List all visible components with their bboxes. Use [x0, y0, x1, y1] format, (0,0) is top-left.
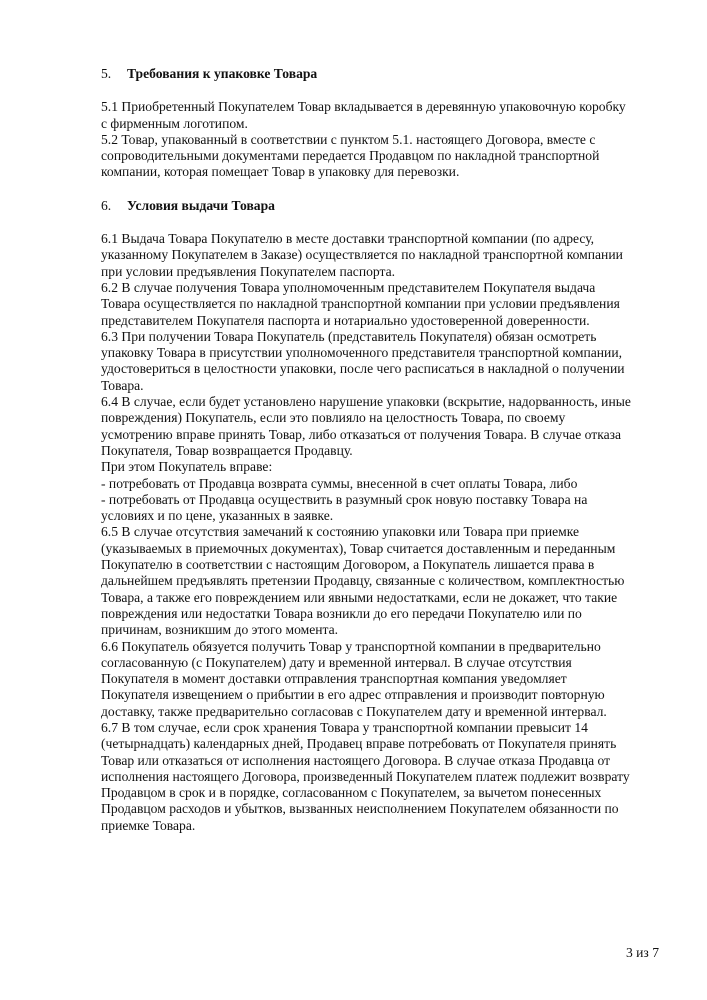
section-delivery: [101, 198, 631, 834]
section-paragraphs: [101, 99, 631, 180]
section-packaging: [101, 66, 631, 181]
section-number: 5.: [101, 66, 112, 81]
section-heading: [101, 198, 631, 214]
paragraph: 6.3 При получении Товара Покупатель (представитель Покупателя) обязан осмотреть упаковку Товара в присутствии уполномоченного представителя транспортной компании, удостовериться в целостности упаковки, после чего расписаться в накладной о получении Товара.: [101, 328, 625, 393]
paragraph: 6.5 В случае отсутствия замечаний к состоянию упаковки или Товара при приемке (указываемых в приемочных документах), Товар считается доставленным и переданным Покупателю в соответствии с настоящим Договором, а Покупатель лишается права в дальнейшем предъявлять претензии Продавцу, связанные с количеством, комплектностью Товара, а также его повреждением или явными недостатками, если не докажет, что такие повреждения или недостатки Товара возникли до его передачи Покупателю или по причинам, возникшим до этого момента.: [101, 524, 625, 638]
paragraph: 6.4 В случае, если будет установлено нарушение упаковки (вскрытие, надорванность, иные повреждения) Покупатель, если это повлияло на целостность Товара, по своему усмотрению вправе принять Товар, либо отказаться от получения Товара. В случае отказа Покупателя, Товар возвращается Продавцу.: [101, 394, 631, 458]
paragraph: 6.1 Выдача Товара Покупателю в месте доставки транспортной компании (по адресу, указанному Покупателем в Заказе) осуществляется по накладной транспортной компании при условии предъявления Покупателем паспорта.: [101, 231, 623, 279]
document-body: [101, 66, 631, 834]
paragraph: При этом Покупатель вправе:: [101, 459, 273, 475]
paragraph: - потребовать от Продавца возврата суммы, внесенной в счет оплаты Товара, либо: [101, 475, 578, 491]
paragraph: 6.7 В том случае, если срок хранения Товара у транспортной компании превысит 14 (четырнадцать) календарных дней, Продавец вправе потребовать от Покупателя принять Товар или отказаться от исполнения настоящего Договора. В случае отказа Продавца от исполнения настоящего Договора, произведенный Покупателем платеж подлежит возврату Продавцом в срок и в порядке, согласованном с Покупателем, за вычетом понесенных Продавцом расходов и убытков, вызванных неисполнением Покупателем обязанности по приемке Товара.: [101, 719, 630, 833]
section-paragraphs: [101, 231, 631, 834]
section-number: 6.: [101, 197, 112, 213]
section-heading: [101, 66, 631, 82]
paragraph: 6.6 Покупатель обязуется получить Товар у транспортной компании в предварительно согласованную (с Покупателем) дату и временной интервал. В случае отсутствия Покупателя в момент доставки отправления транспортная компания уведомляет Покупателя извещением о прибытии в его адрес отправления и производит повторную доставку, также предварительно согласовав с Покупателем дату и временной интервал.: [101, 638, 607, 719]
paragraph: 5.2 Товар, упакованный в соответствии с пунктом 5.1. настоящего Договора, вместе с сопроводительными документами передается Продавцом по накладной транспортной компании, которая помещает Товар в упаковку для перевозки.: [101, 131, 600, 180]
paragraph: - потребовать от Продавца осуществить в разумный срок новую поставку Товара на условиях и по цене, указанных в заявке.: [101, 491, 588, 524]
section-title: Требования к упаковке Товара: [127, 66, 318, 81]
paragraph: 5.1 Приобретенный Покупателем Товар вкладывается в деревянную упаковочную коробку с фирменным логотипом.: [101, 99, 626, 131]
paragraph: 6.2 В случае получения Товара уполномоченным представителем Покупателя выдача Товара осуществляется по накладной транспортной компании при условии предъявления представителем Покупателя паспорта и нотариально удостоверенной доверенности.: [101, 279, 620, 328]
section-title: Условия выдачи Товара: [127, 197, 275, 213]
page-number: 3 из 7: [625, 945, 659, 960]
